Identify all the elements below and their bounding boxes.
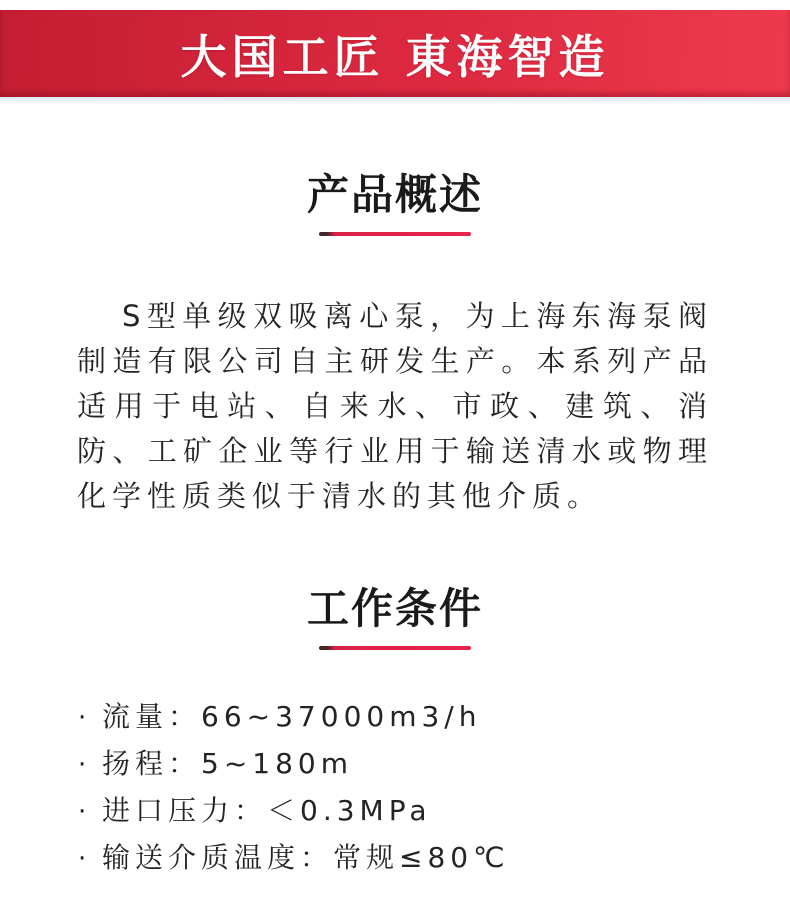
spec-value: 5~180m bbox=[201, 747, 354, 780]
banner-bottom-strip bbox=[0, 97, 790, 105]
bullet-dot: · bbox=[78, 703, 92, 733]
list-item-medium-temperature bbox=[78, 835, 790, 882]
working-conditions-list bbox=[0, 694, 790, 882]
spec-label: 扬程 bbox=[102, 747, 169, 780]
spec-label: 进口压力 bbox=[102, 794, 235, 827]
spec-separator: ： bbox=[300, 841, 334, 874]
banner-slogan: 大国工匠 東海智造 bbox=[180, 29, 610, 84]
spec-label: 输送介质温度 bbox=[102, 841, 301, 874]
bullet-dot: · bbox=[78, 844, 92, 874]
section-title-working-conditions: 工作条件 bbox=[306, 584, 483, 633]
title-underline bbox=[319, 232, 471, 236]
spec-separator: ： bbox=[168, 747, 202, 780]
spec-value: 66~37000m3/h bbox=[201, 700, 482, 733]
spec-separator: ： bbox=[234, 794, 268, 827]
list-item-inlet-pressure bbox=[78, 788, 790, 835]
top-banner bbox=[0, 10, 790, 97]
product-overview-paragraph: S型单级双吸离心泵，为上海东海泵阀制造有限公司自主研发生产。本系列产品适用于电站、自来水、市政、建筑、消防、工矿企业等行业用于输送清水或物理化学性质类似于清水的其他介质。 bbox=[77, 299, 713, 513]
product-detail-page bbox=[0, 10, 790, 911]
title-underline bbox=[319, 646, 471, 650]
bullet-dot: · bbox=[78, 797, 92, 827]
list-item-head bbox=[78, 741, 790, 788]
bullet-dot: · bbox=[78, 750, 92, 780]
spec-separator: ： bbox=[168, 700, 202, 733]
spec-value: ＜0.3MPa bbox=[267, 794, 432, 827]
spec-label: 流量 bbox=[102, 700, 169, 733]
spec-value: 常规≤80℃ bbox=[333, 841, 510, 874]
section-title-product-overview: 产品概述 bbox=[306, 170, 483, 219]
list-item-flow bbox=[78, 694, 790, 741]
